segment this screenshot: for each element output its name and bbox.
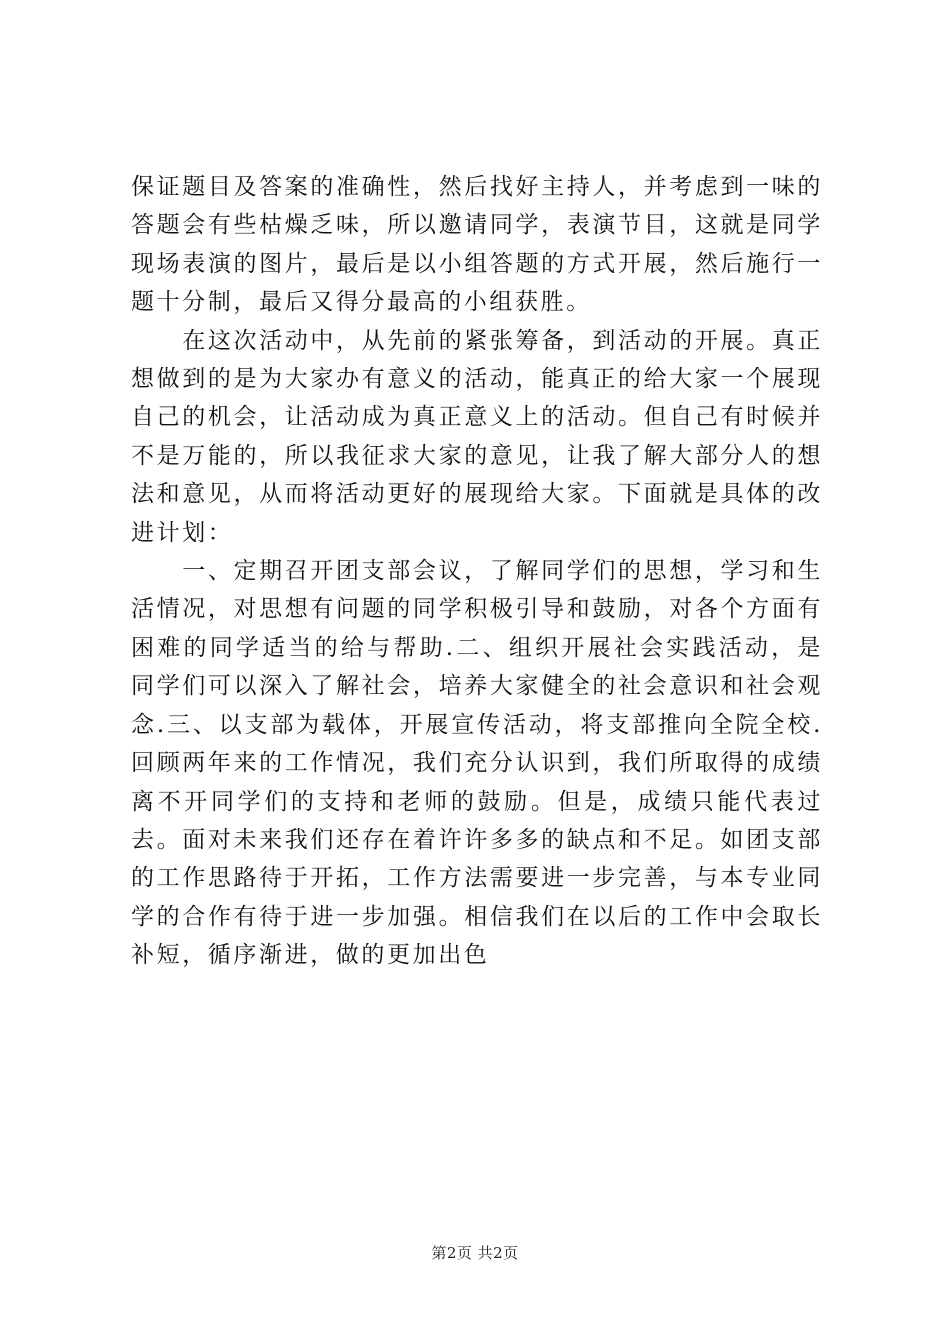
page-number-footer: 第2页 共2页 [431, 1244, 519, 1262]
paragraph-2: 在这次活动中，从先前的紧张筹备，到活动的开展。真正想做到的是为大家办有意义的活动，能真正的给大家一个展现自己的机会，让活动成为真正意义上的活动。但自己有时候并不是万能的，所以我征求大家的意见，让我了解大部分人的想法和意见，从而将活动更好的展现给大家。下面就是具体的改进计划： [131, 327, 823, 546]
document-body [131, 168, 823, 975]
paragraph-1: 保证题目及答案的准确性，然后找好主持人，并考虑到一味的答题会有些枯燥乏味，所以邀请同学，表演节目，这就是同学现场表演的图片，最后是以小组答题的方式开展，然后施行一题十分制，最后又得分最高的小组获胜。 [131, 174, 823, 316]
paragraph-3: 一、定期召开团支部会议，了解同学们的思想，学习和生活情况，对思想有问题的同学积极引导和鼓励，对各个方面有困难的同学适当的给与帮助.二、组织开展社会实践活动，是同学们可以深入了解社会，培养大家健全的社会意识和社会观念.三、以支部为载体，开展宣传活动，将支部推向全院全校.回顾两年来的工作情况，我们充分认识到，我们所取得的成绩离不开同学们的支持和老师的鼓励。但是，成绩只能代表过去。面对未来我们还存在着许许多多的缺点和不足。如团支部的工作思路待于开拓，工作方法需要进一步完善，与本专业同学的合作有待于进一步加强。相信我们在以后的工作中会取长补短，循序渐进，做的更加出色 [131, 558, 823, 969]
